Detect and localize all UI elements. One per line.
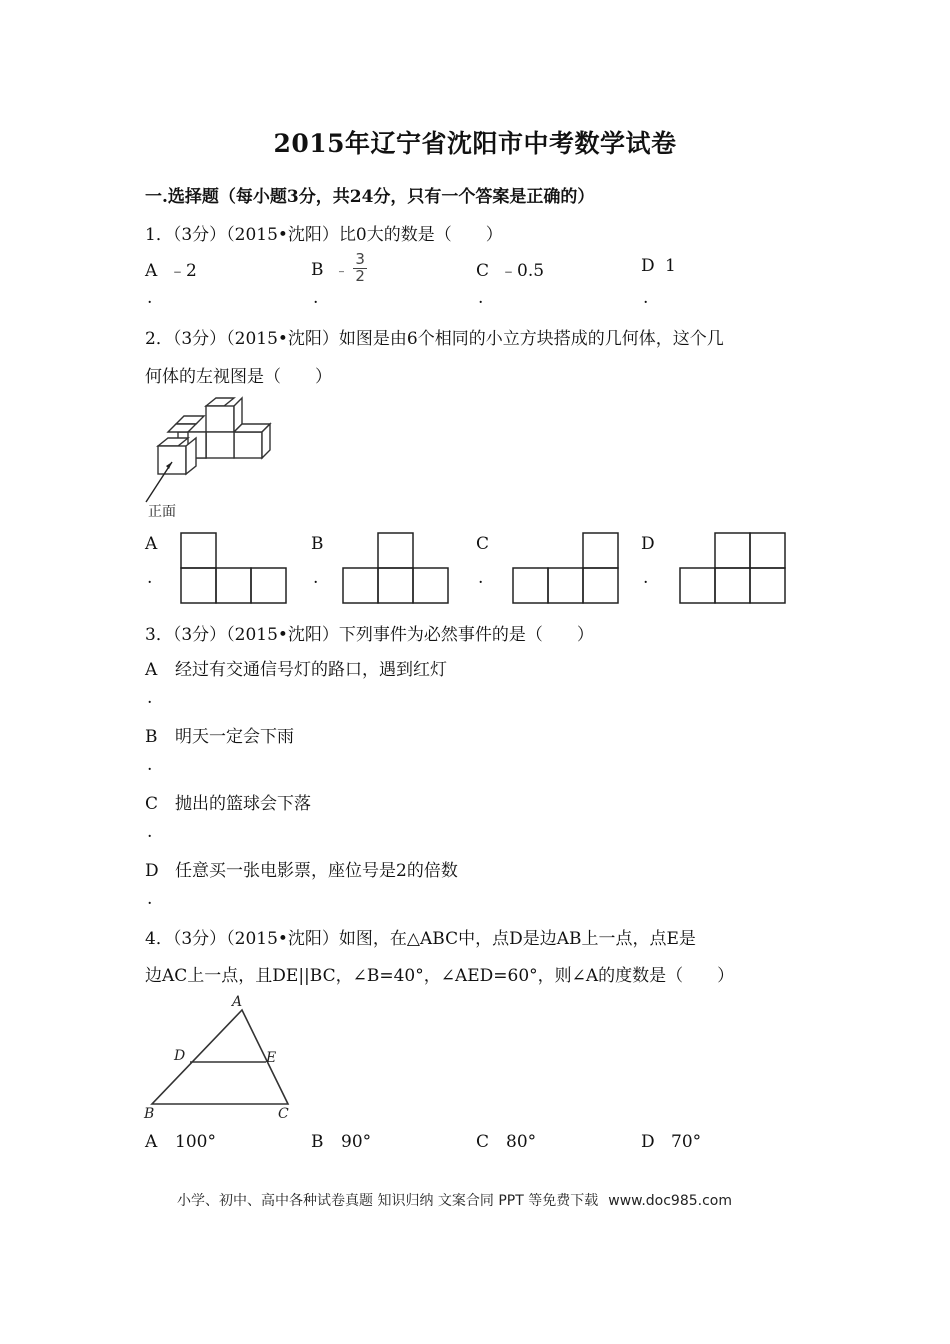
q2-cube-figure: [140, 394, 280, 522]
q4-label-b: B: [144, 1106, 155, 1122]
q4-option-d-letter: D: [641, 1132, 655, 1152]
q2-option-d-letter: D: [641, 534, 655, 554]
q1-option-c-text: ﹣0.5: [500, 261, 545, 281]
q2-option-c-letter: C: [476, 534, 490, 554]
q1-dot-d: .: [643, 288, 649, 308]
q4-option-a-letter: A: [145, 1132, 158, 1152]
q2-dot-d: .: [643, 568, 649, 588]
q1-option-b-letter: B: [311, 259, 324, 280]
q3-option-d-letter: D: [145, 861, 159, 881]
q1-option-b[interactable]: [311, 250, 367, 285]
q3-option-b[interactable]: [145, 722, 294, 747]
q4-option-c-letter: C: [476, 1132, 490, 1152]
q4-option-b-letter: B: [311, 1132, 324, 1152]
q2-stem-line1: 2．（3分）（2015•沈阳）如图是由6个相同的小立方块搭成的几何体，这个几: [145, 329, 724, 349]
q3-option-b-letter: B: [145, 727, 158, 747]
q4-stem-line1: 4．（3分）（2015•沈阳）如图，在△ABC中，点D是边AB上一点，点E是: [145, 929, 696, 949]
q4-label-e: E: [266, 1050, 277, 1066]
q4-option-a[interactable]: [145, 1132, 216, 1152]
q1-option-a-letter: A: [145, 261, 158, 281]
q1-option-d-text: 1: [665, 256, 676, 276]
footer-text: 小学、初中、高中各种试卷真题 知识归纳 文案合同 PPT 等免费下载: [177, 1193, 599, 1209]
q1-dot-a: .: [147, 288, 153, 308]
q3-dot-a: .: [147, 688, 153, 708]
q2-view-b: [342, 532, 452, 604]
q1-option-c-letter: C: [476, 261, 490, 281]
q1-stem: 1．（3分）（2015•沈阳）比0大的数是（ ）: [145, 225, 503, 245]
q1-option-d[interactable]: [641, 256, 676, 276]
q4-option-b-text: 90°: [341, 1132, 372, 1152]
q1-option-b-denominator: 2: [355, 266, 365, 285]
q1-option-b-sign: ﹣: [335, 263, 349, 279]
q3-option-a[interactable]: [145, 655, 447, 680]
q3-option-d[interactable]: [145, 856, 458, 881]
q2-option-a[interactable]: [145, 534, 157, 554]
q1-option-c[interactable]: [476, 256, 544, 281]
section-heading: 一.选择题（每小题3分，共24分，只有一个答案是正确的）: [145, 187, 595, 207]
q1-option-b-numerator: 3: [355, 250, 365, 268]
q4-label-a: A: [232, 994, 243, 1010]
q3-option-a-text: 经过有交通信号灯的路口，遇到红灯: [175, 660, 447, 680]
q3-option-c[interactable]: [145, 789, 311, 814]
q3-option-d-text: 任意买一张电影票，座位号是2的倍数: [175, 861, 458, 881]
q3-option-b-text: 明天一定会下雨: [175, 727, 294, 747]
q4-option-a-text: 100°: [175, 1132, 216, 1152]
q3-stem: 3．（3分）（2015•沈阳）下列事件为必然事件的是（ ）: [145, 625, 594, 645]
q2-dot-b: .: [313, 568, 319, 588]
q2-stem-line2: 何体的左视图是（ ）: [145, 367, 332, 387]
q3-option-a-letter: A: [145, 660, 158, 680]
q3-dot-b: .: [147, 755, 153, 775]
q2-option-b-letter: B: [311, 534, 324, 554]
q2-view-a: [180, 532, 290, 604]
q2-view-d: [679, 532, 789, 604]
q2-option-c[interactable]: [476, 534, 489, 554]
q4-option-d[interactable]: [641, 1132, 701, 1152]
q1-dot-c: .: [478, 288, 484, 308]
q2-front-label: 正面: [148, 504, 176, 520]
q2-dot-a: .: [147, 568, 153, 588]
page-title: 2015年辽宁省沈阳市中考数学试卷: [273, 129, 677, 158]
q1-option-a[interactable]: [145, 256, 197, 281]
q2-option-b[interactable]: [311, 534, 324, 554]
q4-option-b[interactable]: [311, 1132, 371, 1152]
q3-option-c-letter: C: [145, 794, 159, 814]
q3-dot-c: .: [147, 822, 153, 842]
q1-dot-b: .: [313, 288, 319, 308]
q1-option-d-letter: D: [641, 256, 655, 276]
q2-dot-c: .: [478, 568, 484, 588]
q4-triangle-figure: [140, 990, 300, 1122]
q3-dot-d: .: [147, 889, 153, 909]
q4-stem-line2: 边AC上一点，且DE||BC，∠B=40°，∠AED=60°，则∠A的度数是（ ）: [145, 966, 735, 986]
q4-option-c[interactable]: [476, 1132, 536, 1152]
q4-label-d: D: [174, 1048, 186, 1064]
q2-view-c: [512, 532, 622, 604]
q2-option-a-letter: A: [145, 534, 158, 554]
page-footer: [177, 1190, 732, 1210]
q4-option-d-text: 70°: [671, 1132, 702, 1152]
q4-option-c-text: 80°: [506, 1132, 537, 1152]
q1-option-b-fraction: [353, 252, 367, 285]
q3-option-c-text: 抛出的篮球会下落: [175, 794, 311, 814]
footer-url[interactable]: www.doc985.com: [608, 1193, 732, 1209]
q4-label-c: C: [278, 1106, 289, 1122]
q2-option-d[interactable]: [641, 534, 655, 554]
q1-option-a-text: ﹣2: [169, 261, 197, 281]
